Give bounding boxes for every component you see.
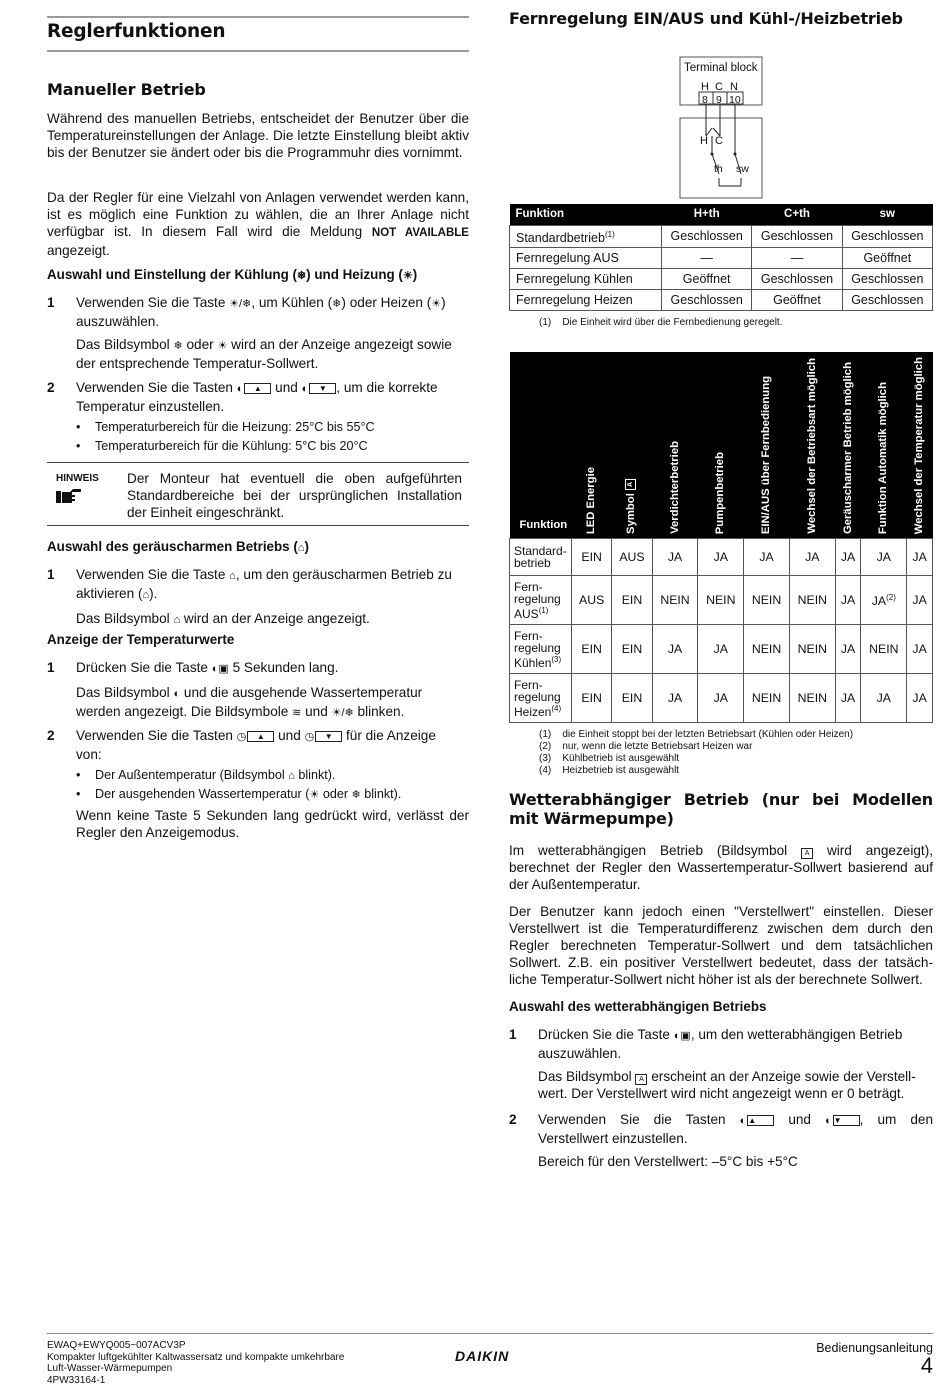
table-cell: Fernregelung Heizen bbox=[510, 290, 662, 311]
thermometer-auto-key-icon: ◐▣ bbox=[211, 663, 229, 675]
clock-icon: ◷ bbox=[304, 731, 315, 743]
snowflake-icon: ❄ bbox=[351, 789, 361, 801]
top-rule bbox=[47, 16, 469, 18]
table-row bbox=[510, 248, 933, 269]
terminal-c: C bbox=[715, 81, 723, 93]
table-row bbox=[510, 625, 933, 674]
table-cell: Geschlossen bbox=[842, 226, 932, 248]
thermometer-auto-key-icon: ◐▣ bbox=[673, 1030, 691, 1042]
table-cell: JA bbox=[698, 539, 744, 576]
page-footer bbox=[47, 1333, 933, 1386]
down-key-icon: ▼ bbox=[315, 731, 342, 742]
table2-footnote: (3) Kühlbetrieb ist ausgewählt bbox=[539, 753, 680, 764]
manual-paragraph-1: Während des manuellen Betriebs, entscheidet der Benutzer über die Temperatureinstellungen der Anlage. Die letzte Einstellung bleibt aktiv bis der Benutzer sie ändert oder bis die Programmuhr dies vornimmt. bbox=[47, 111, 469, 160]
footer-product-info: EWAQ+EWYQ005~007ACV3P Kompakter luftgekühlter Kaltwassersatz und kompakte umkehrbare Luft-Wasser-Wärmepumpen 4PW33164-1 bbox=[47, 1340, 345, 1386]
table-cell: — bbox=[662, 248, 752, 269]
table-cell: JA bbox=[652, 625, 698, 674]
table-cell: EIN bbox=[612, 674, 652, 723]
table-cell: JA bbox=[698, 674, 744, 723]
table-cell: EIN bbox=[572, 539, 612, 576]
sun-icon: ☀ bbox=[309, 789, 320, 801]
note-text: Der Monteur hat eventuell die oben aufgeführten Standardbereiche bei der ursprünglichen Installation der Einheit eingeschränkt. bbox=[127, 471, 462, 520]
not-available-code: NOT AVAILABLE bbox=[371, 227, 469, 239]
page-number: 4 bbox=[920, 1353, 933, 1378]
table-cell: NEIN bbox=[789, 576, 835, 625]
table-cell: Geöffnet bbox=[842, 248, 932, 269]
table-cell: JA bbox=[744, 539, 790, 576]
table-cell: Fern- regelung Heizen$^{(4)}$ bbox=[510, 674, 572, 723]
table-cell: Standard- betrieb bbox=[510, 539, 572, 576]
weather-paragraph-1: Im wetterabhängigen Betrieb (Bildsymbol A wird angezeigt), berechnet der Regler den Wassertemperatur-Sollwert basierend auf der Außentemperatur. bbox=[509, 843, 934, 892]
table-cell: JA bbox=[835, 539, 861, 576]
bullet-dot: • bbox=[76, 439, 81, 453]
table-cell: JA bbox=[907, 576, 933, 625]
bullet-dot: • bbox=[76, 420, 81, 434]
quiet-mode-icon: ⌂ bbox=[229, 570, 236, 582]
quiet-mode-icon: ⌂ bbox=[297, 542, 305, 554]
table-cell: NEIN bbox=[744, 576, 790, 625]
table-cell: EIN bbox=[612, 576, 652, 625]
table-cell: JA bbox=[907, 539, 933, 576]
cooling-heating-step-1: Verwenden Sie die Taste ☀/❄, um Kühlen (❄) oder Heizen (☀) auszuwählen. Das Bildsymbol ❄ oder ☀ wird an der Anzeige angezeigt sowie der entsprechende Temperatur-Sollwert. bbox=[76, 295, 452, 371]
heat-cool-icon: ☀/❄ bbox=[331, 707, 354, 719]
up-key-icon: ▲ bbox=[747, 1115, 774, 1126]
terminal-number-10: 10 bbox=[729, 94, 741, 106]
cooling-heating-heading: Auswahl und Einstellung der Kühlung (❄) und Heizung (☀) bbox=[47, 266, 469, 285]
table-row bbox=[510, 269, 933, 290]
quiet-mode-icon: ⌂ bbox=[142, 589, 150, 601]
table-cell: JA bbox=[861, 674, 907, 723]
step-number: 2 bbox=[509, 1112, 517, 1127]
quiet-step-1: Verwenden Sie die Taste ⌂, um den geräuscharmen Betrieb zu aktivieren (⌂). Das Bildsymbol ⌂ wird an der Anzeige angezeigt. bbox=[76, 566, 469, 629]
table-cell: Fern- regelung AUS$^{(1)}$ bbox=[510, 576, 572, 625]
table-cell: Geöffnet bbox=[752, 290, 842, 311]
table-header: C+th bbox=[752, 204, 842, 226]
table-header: Wechsel der Temperatur möglich bbox=[907, 352, 933, 539]
heating-range-text: Temperaturbereich für die Heizung: 25°C bis 55°C bbox=[95, 420, 375, 434]
table-cell: Geschlossen bbox=[752, 226, 842, 248]
table2-footnote: (4) Heizbetrieb ist ausgewählt bbox=[539, 765, 680, 776]
cooling-range-text: Temperaturbereich für die Kühlung: 5°C bis 20°C bbox=[95, 439, 368, 453]
weather-paragraph-2: Der Benutzer kann jedoch einen "Verstellwert" einstellen. Dieser Verstellwert ist die Temperaturdifferenz zwischen dem durch den Regler berechneten Temperatur-Sollwert und dem tatsächlichen Sollwert. Z.B. ein positiver Verstellwert bedeutet, dass der tatsäch-liche Temperatur-Sollwert nicht höher ist als der berechnete Sollwert. bbox=[509, 904, 933, 987]
table-cell: Geschlossen bbox=[842, 290, 932, 311]
table-header: H+th bbox=[662, 204, 752, 226]
table-cell: JA bbox=[835, 674, 861, 723]
section-title: Reglerfunktionen bbox=[47, 21, 226, 42]
table2-footnote: (1) die Einheit stoppt bei der letzten Betriebsart (Kühlen oder Heizen) bbox=[539, 729, 854, 740]
table-cell: NEIN bbox=[789, 674, 835, 723]
table-header: Funktion bbox=[510, 204, 662, 226]
table-cell: NEIN bbox=[861, 625, 907, 674]
wiring-diagram bbox=[679, 56, 767, 200]
wire-h-label: H bbox=[700, 135, 708, 147]
switch-label: sw bbox=[736, 163, 749, 175]
table-header: Verdichterbetrieb bbox=[652, 352, 698, 539]
water-temp-bullet: Der ausgehenden Wassertemperatur (☀ oder ❄ blinkt). bbox=[95, 786, 401, 804]
snowflake-icon: ❄ bbox=[173, 340, 183, 352]
note-top-rule bbox=[47, 462, 469, 463]
table-row bbox=[510, 290, 933, 311]
temps-step-1: Drücken Sie die Taste ◐▣ 5 Sekunden lang. Das Bildsymbol ◐ und die ausgehende Wassertemperatur werden angezeigt. Die Bildsymbole ≋ und ☀/❄ blinken. bbox=[76, 659, 469, 722]
snowflake-icon: ❄ bbox=[296, 270, 307, 282]
table-header-row bbox=[510, 204, 933, 226]
bullet-dot: • bbox=[76, 787, 81, 801]
up-key-icon: ▲ bbox=[247, 731, 274, 742]
thermometer-icon: ◐ bbox=[236, 383, 244, 395]
table-cell: Geöffnet bbox=[662, 269, 752, 290]
thermometer-icon: ◐ bbox=[825, 1115, 832, 1127]
clock-icon: ◷ bbox=[236, 731, 247, 743]
table-cell: EIN bbox=[612, 625, 652, 674]
step-number: 1 bbox=[509, 1027, 517, 1042]
table-row bbox=[510, 226, 933, 248]
terminal-number-8: 8 bbox=[702, 94, 708, 106]
table-row bbox=[510, 576, 933, 625]
step-number: 1 bbox=[47, 295, 55, 310]
thermometer-icon: ◐ bbox=[739, 1115, 747, 1127]
sun-icon: ☀ bbox=[217, 340, 228, 352]
table-cell: AUS bbox=[612, 539, 652, 576]
cooling-heating-step-2: Verwenden Sie die Tasten ◐ ▲ und ◐ ▼ , um die korrekte Temperatur einzustellen. bbox=[76, 380, 438, 414]
table-cell: EIN bbox=[572, 674, 612, 723]
table-cell: Geschlossen bbox=[842, 269, 932, 290]
table-header: Symbol A bbox=[612, 352, 652, 539]
step-number: 2 bbox=[47, 728, 55, 743]
heat-cool-key-icon: ☀/❄ bbox=[229, 298, 252, 310]
table-header: sw bbox=[842, 204, 932, 226]
down-key-icon: ▼ bbox=[309, 383, 336, 394]
step-number: 1 bbox=[47, 567, 55, 582]
auto-mode-icon: A bbox=[625, 479, 636, 490]
table-cell: Geschlossen bbox=[662, 290, 752, 311]
function-table bbox=[509, 352, 933, 723]
table-header: Funktion bbox=[510, 352, 572, 539]
table-cell: — bbox=[752, 248, 842, 269]
terminal-n: N bbox=[730, 81, 738, 93]
table-cell: JA bbox=[835, 625, 861, 674]
table-cell: Standardbetrieb$^{(1)}$ bbox=[510, 226, 662, 248]
table-header: Funktion Automatik möglich bbox=[861, 352, 907, 539]
table-cell: NEIN bbox=[789, 625, 835, 674]
remote-heading: Fernregelung EIN/AUS und Kühl-/Heizbetrieb bbox=[509, 9, 903, 28]
note-label: HINWEIS bbox=[56, 473, 99, 484]
thermometer-icon: ◐ bbox=[301, 383, 309, 395]
table-cell: JA bbox=[907, 625, 933, 674]
table-header-row bbox=[510, 352, 933, 539]
table-cell: Geschlossen bbox=[662, 226, 752, 248]
thermostat-label: th bbox=[714, 163, 723, 175]
outdoor-temp-bullet: Der Außentemperatur (Bildsymbol ⌂ blinkt). bbox=[95, 767, 335, 785]
weather-subheading: Auswahl des wetterabhängigen Betriebs bbox=[509, 999, 767, 1014]
bullet-dot: • bbox=[76, 768, 81, 782]
manual-paragraph-2: Da der Regler für eine Vielzahl von Anlagen verwendet werden kann, ist es möglich eine Funktion zu wählen, die an Ihrer Anlage nicht verfügbar ist. In diesem Fall wird die Meldung NOT AVAILABLE angezeigt. bbox=[47, 190, 469, 258]
table-cell: Geschlossen bbox=[752, 269, 842, 290]
contact-table bbox=[509, 204, 933, 311]
temps-step-2: Verwenden Sie die Tasten ◷ ▲ und ◷ ▼ für die Anzeige von: bbox=[76, 728, 436, 762]
table-header: EIN/AUS über Fernbedienung bbox=[744, 352, 790, 539]
table-cell: JA bbox=[861, 539, 907, 576]
temps-heading: Anzeige der Temperaturwerte bbox=[47, 632, 235, 647]
table-header: LED Energie bbox=[572, 352, 612, 539]
up-key-icon: ▲ bbox=[244, 383, 271, 394]
table-header: Pumpenbetrieb bbox=[698, 352, 744, 539]
pointing-hand-icon bbox=[56, 486, 82, 508]
outdoor-icon: ⌂ bbox=[288, 770, 295, 782]
table-cell: JA bbox=[652, 539, 698, 576]
table-cell: Fernregelung AUS bbox=[510, 248, 662, 269]
terminal-block-label: Terminal block bbox=[684, 62, 758, 74]
table-header: Geräuscharmer Betrieb möglich bbox=[835, 352, 861, 539]
table-cell: Fernregelung Kühlen bbox=[510, 269, 662, 290]
table-cell: JA bbox=[789, 539, 835, 576]
table-cell: NEIN bbox=[744, 674, 790, 723]
water-temperature-icon: ≋ bbox=[292, 707, 302, 719]
manual-heading: Manueller Betrieb bbox=[47, 80, 206, 99]
table-header: Wechsel der Betriebsart möglich bbox=[789, 352, 835, 539]
table-cell: JA bbox=[907, 674, 933, 723]
note-bottom-rule bbox=[47, 525, 469, 526]
sun-icon: ☀ bbox=[402, 270, 413, 282]
quiet-heading: Auswahl des geräuscharmen Betriebs (⌂) bbox=[47, 538, 469, 557]
terminal-h: H bbox=[701, 81, 709, 93]
table-cell: EIN bbox=[572, 625, 612, 674]
wire-c-label: C bbox=[715, 135, 723, 147]
table-row bbox=[510, 539, 933, 576]
table1-footnote: (1) Die Einheit wird über die Fernbedienung geregelt. bbox=[539, 317, 783, 328]
step-number: 2 bbox=[47, 380, 55, 395]
terminal-number-9: 9 bbox=[716, 94, 722, 106]
footer-doc-type: Bedienungsanleitung bbox=[816, 1341, 933, 1355]
table-cell: NEIN bbox=[698, 576, 744, 625]
auto-mode-icon: A bbox=[635, 1074, 647, 1085]
down-key-icon: ▼ bbox=[833, 1115, 860, 1126]
table-cell: JA bbox=[652, 674, 698, 723]
quiet-mode-icon: ⌂ bbox=[173, 614, 181, 626]
weather-heading: Wetterabhängiger Betrieb (nur bei Modellen mit Wärmepumpe) bbox=[509, 790, 933, 828]
table-cell: NEIN bbox=[652, 576, 698, 625]
weather-step-1: Drücken Sie die Taste ◐▣, um den wetterabhängigen Betrieb auszuwählen. Das Bildsymbol A erscheint an der Anzeige sowie der Verstell- wert. Der Verstellwert wird nicht angezeigt wenn er 0 beträgt. bbox=[538, 1027, 916, 1101]
table-cell: AUS bbox=[572, 576, 612, 625]
thermometer-icon: ◐ bbox=[173, 688, 181, 700]
title-rule bbox=[47, 50, 469, 52]
step-number: 1 bbox=[47, 660, 55, 675]
daikin-logo: DAIKIN bbox=[455, 1348, 510, 1364]
table-cell: JA$^{(2)}$ bbox=[861, 576, 907, 625]
table-row bbox=[510, 674, 933, 723]
table2-footnote: (2) nur, wenn die letzte Betriebsart Heizen war bbox=[539, 741, 753, 752]
table-cell: JA bbox=[835, 576, 861, 625]
table-cell: JA bbox=[698, 625, 744, 674]
temps-closing: Wenn keine Taste 5 Sekunden lang gedrückt wird, verlässt der Regler den Anzeigemodus. bbox=[76, 808, 469, 840]
snowflake-icon: ❄ bbox=[332, 298, 342, 310]
auto-mode-icon: A bbox=[801, 848, 813, 859]
weather-step-2: Verwenden Sie die Tasten ◐ ▲ und ◐ ▼ , um den Verstellwert einzustellen. Bereich für den Verstellwert: –5°C bis +5°C bbox=[538, 1112, 934, 1169]
sun-icon: ☀ bbox=[431, 298, 442, 310]
table-cell: NEIN bbox=[744, 625, 790, 674]
table-cell: Fern- regelung Kühlen$^{(3)}$ bbox=[510, 625, 572, 674]
